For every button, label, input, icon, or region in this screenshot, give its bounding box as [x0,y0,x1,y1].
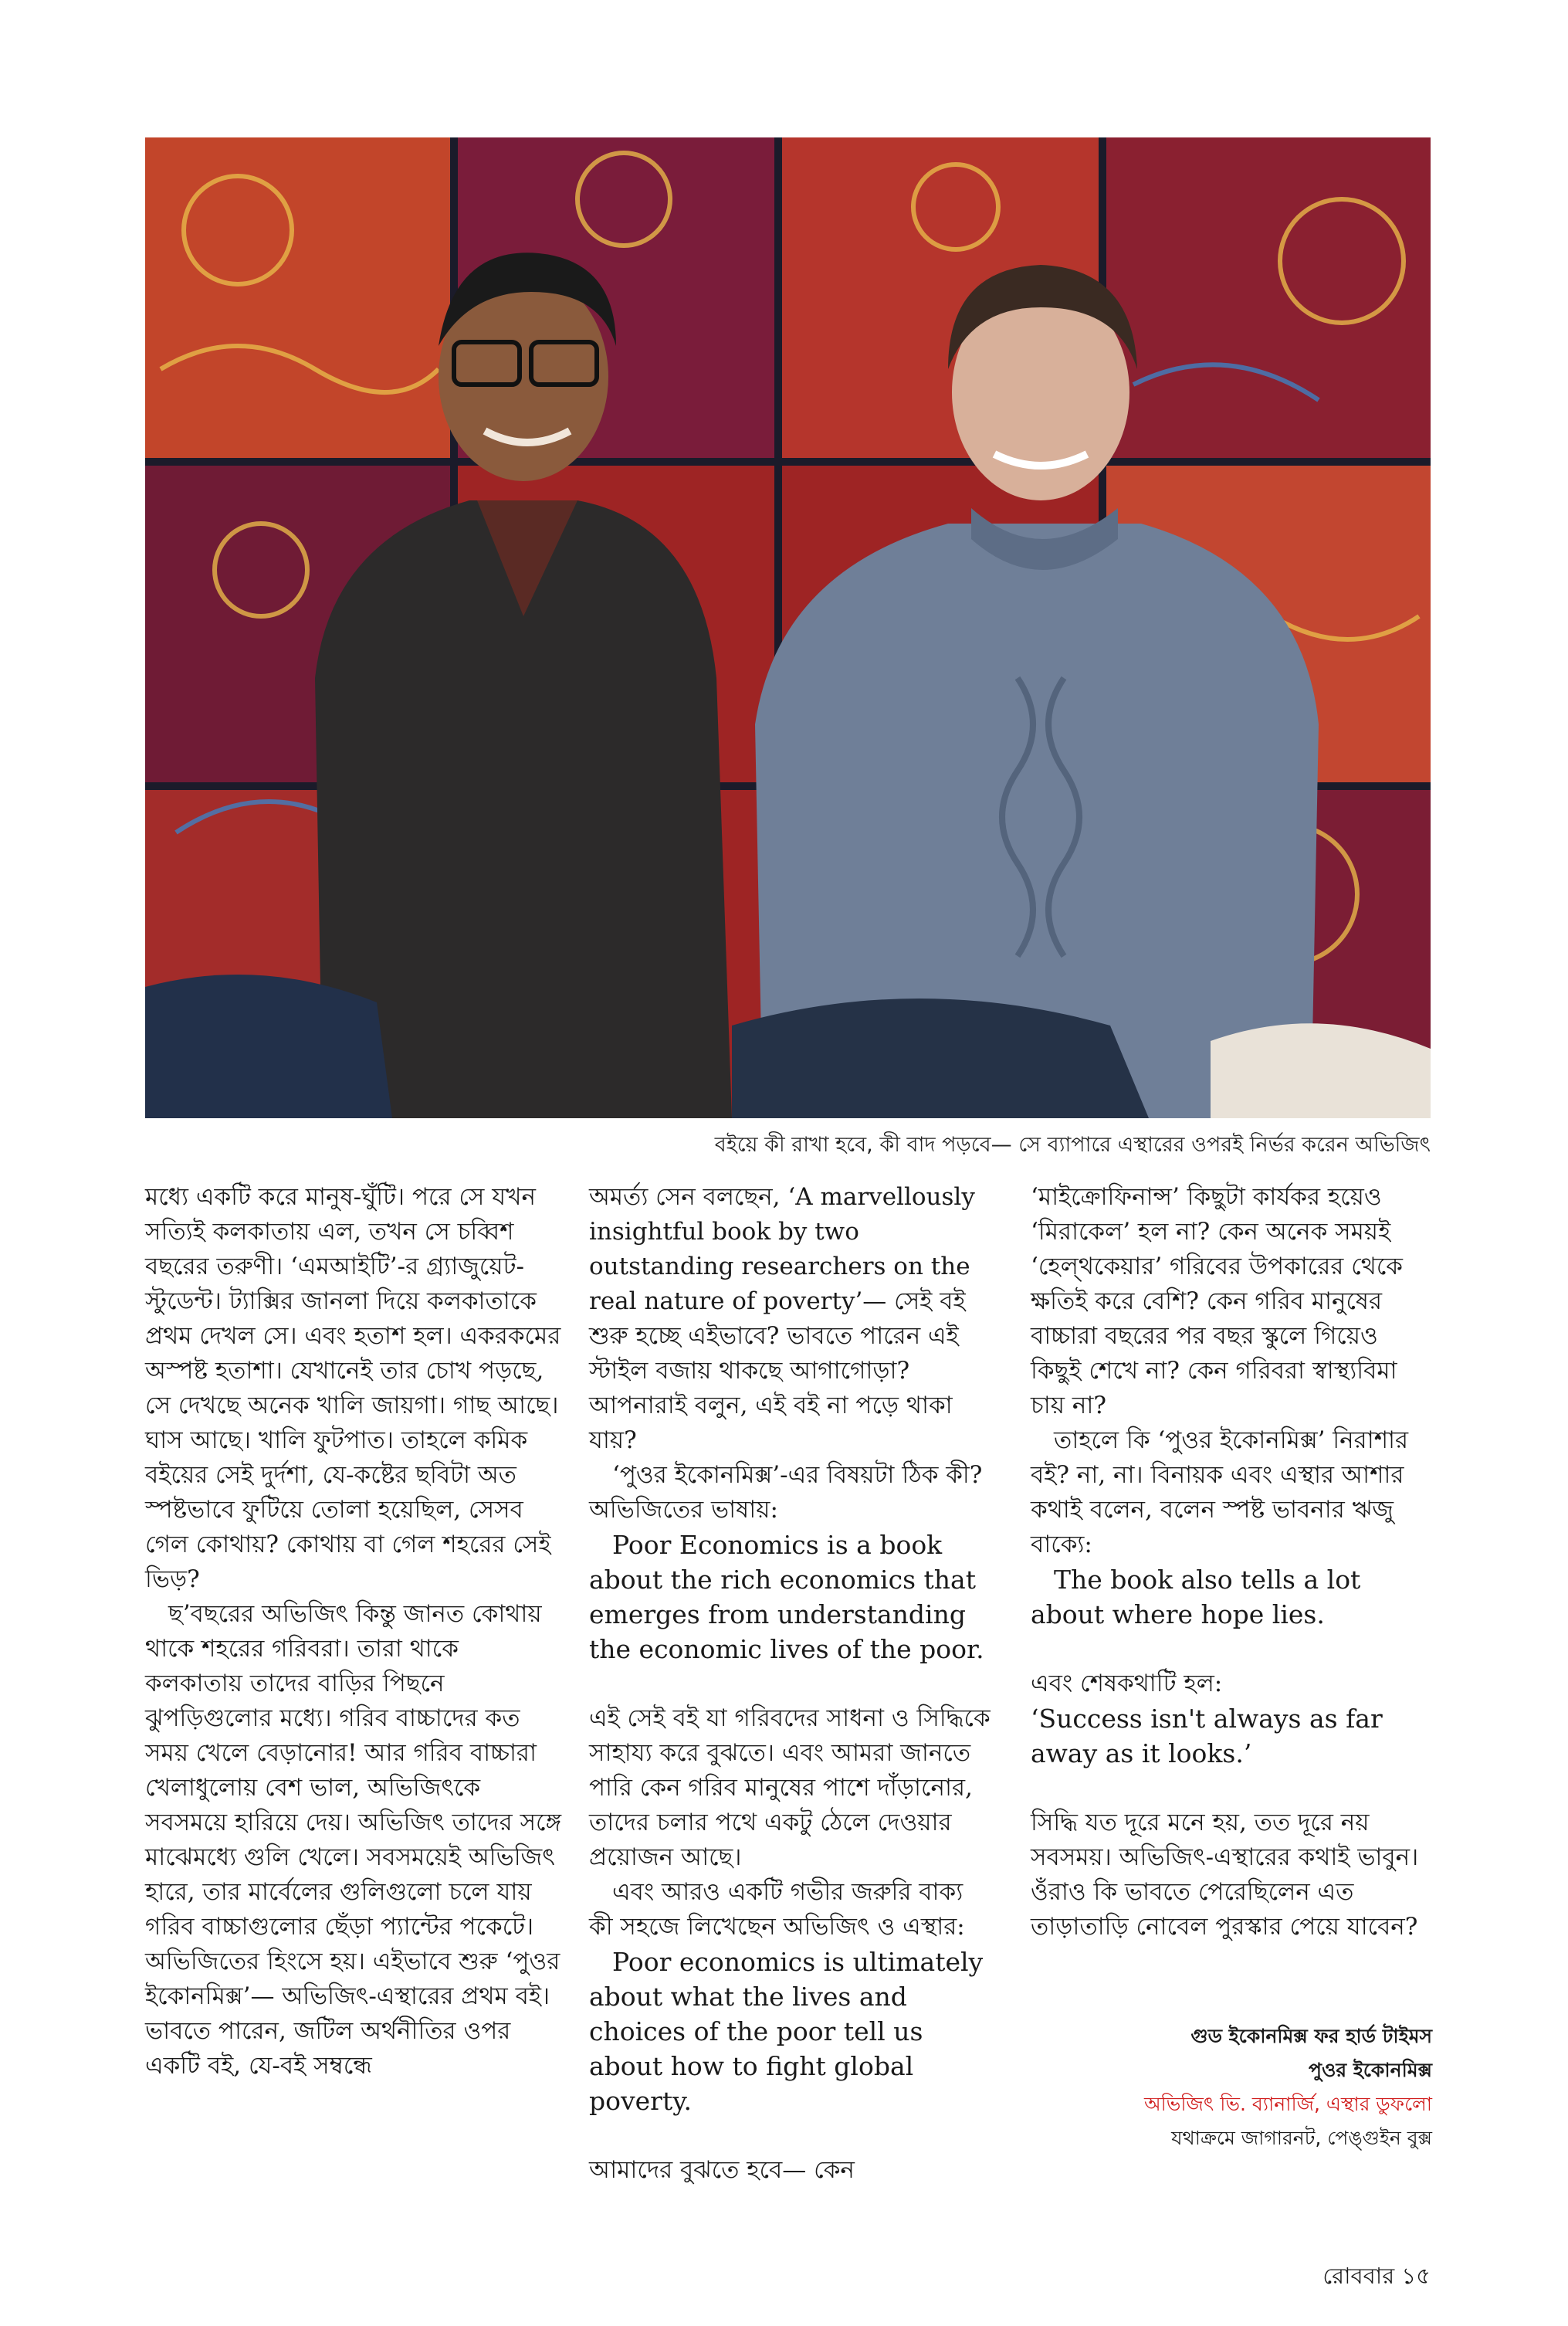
article-column-3 [1031,1180,1432,1945]
english-quote: Poor Economics is a book about the rich economics that emerges from understanding the economic lives of the poor. [589,1530,984,1664]
paragraph: মধ্যে একটি করে মানুষ-ঘুঁটি। পরে সে যখন সত্যিই কলকাতায় এল, তখন সে চব্বিশ বছরের তরুণী। ‘এমআইটি’-র গ্র্যাজুয়েট-স্টুডেন্ট। ট্যাক্সির জানলা দিয়ে কলকাতাকে প্রথম দেখল সে। এবং হতাশ হল। একরকমের অস্পষ্ট হতাশা। যেখানেই তার চোখ পড়ছে, সে দেখছে অনেক খালি জায়গা। গাছ আছে। ঘাস আছে। খালি ফুটপাত। তাহলে কমিক বইয়ের সেই দুর্দশা, যে-কষ্টের ছবিটা অত স্পষ্টভাবে ফুটিয়ে তোলা হয়েছিল, সেসব গেল কোথায়? কোথায় বা গেল শহরের সেই ভিড়? [145,1183,561,1593]
paragraph: এবং শেষকথাটি হল: [1031,1670,1223,1697]
article-column-2 [589,1180,991,2188]
book-publishers: যথাক্রমে জাগারনট, পেঙ্গুইন বুক্স [1171,2127,1432,2149]
paragraph: অমর্ত্য সেন বলছেন, ‘A marvellously insightful book by two outstanding researchers on the real nature of poverty’— সেই বই শুরু হচ্ছে এইভাবে? ভাবতে পারেন এই স্টাইল বজায় থাকছে আগাগোড়া? আপনারাই বলুন, এই বই না পড়ে থাকা যায়? [589,1183,975,1454]
book-authors: অভিজিৎ ভি. ব্যানার্জি, এস্থার ডুফলো [1143,2093,1432,2115]
english-quote: ‘Success isn't always as far away as it looks.’ [1031,1704,1383,1768]
page-folio: রোববার ১৫ [1322,2263,1431,2289]
paragraph: এই সেই বই যা গরিবদের সাধনা ও সিদ্ধিকে সাহায্য করে বুঝতে। এবং আমরা জানতে পারি কেন গরিব মানুষের পাশে দাঁড়ানোর, তাদের চলার পথে একটু ঠেলে দেওয়ার প্রয়োজন আছে। [589,1704,991,1871]
english-quote: The book also tells a lot about where hope lies. [1031,1565,1361,1629]
paragraph: ছ’বছরের অভিজিৎ কিন্তু জানত কোথায় থাকে শহরের গরিবরা। তারা থাকে কলকাতায় তাদের বাড়ির পিছনে ঝুপড়িগুলোর মধ্যে। গরিব বাচ্চাদের কত সময় খেলে বেড়ানোর! আর গরিব বাচ্চারা খেলাধুলোয় বেশ ভাল, অভিজিৎকে সবসময়ে হারিয়ে দেয়। অভিজিৎ তাদের সঙ্গে মাঝেমধ্যে গুলি খেলে। সবসময়েই অভিজিৎ হারে, তার মার্বেলের গুলিগুলো চলে যায় গরিব বাচ্চাগুলোর ছেঁড়া প্যান্টের পকেটে। অভিজিতের হিংসে হয়। এইভাবে শুরু ‘পুওর ইকোনমিক্স’— অভিজিৎ-এস্থারের প্রথম বই। ভাবতে পারেন, জটিল অর্থনীতির ওপর একটি বই, যে-বই সম্বন্ধে [145,1600,562,2080]
article-column-1 [145,1180,562,2084]
paragraph: তাহলে কি ‘পুওর ইকোনমিক্স’ নিরাশার বই? না, না। বিনায়ক এবং এস্থার আশার কথাই বলেন, বলেন স্পষ্ট ভাবনার ঋজু বাক্যে: [1031,1426,1409,1558]
paragraph: সিদ্ধি যত দূরে মনে হয়, তত দূরে নয় সবসময়। অভিজিৎ-এস্থারের কথাই ভাবুন। ওঁরাও কি ভাবতে পেরেছিলেন এত তাড়াতাড়ি নোবেল পুরস্কার পেয়ে যাবেন? [1031,1809,1419,1941]
book-title-1: গুড ইকোনমিক্স ফর হার্ড টাইমস [1190,2025,1432,2047]
paragraph: ‘মাইক্রোফিনান্স’ কিছুটা কার্যকর হয়েও ‘মিরাকেল’ হল না? কেন অনেক সময়ই ‘হেল্থকেয়ার’ গরিবের উপকারের থেকে ক্ষতিই করে বেশি? কেন গরিব মানুষের বাচ্চারা বছরের পর বছর স্কুলে গিয়েও কিছুই শেখে না? কেন গরিবরা স্বাস্থ্যবিমা চায় না? [1031,1183,1403,1419]
book-credits [1031,2019,1432,2155]
paragraph: আমাদের বুঝতে হবে— কেন [589,2156,855,2184]
paragraph: ‘পুওর ইকোনমিক্স’-এর বিষয়টা ঠিক কী? অভিজিতের ভাষায়: [589,1461,983,1524]
photo-illustration [145,137,1431,1118]
paragraph: এবং আরও একটি গভীর জরুরি বাক্য কী সহজে লিখেছেন অভিজিৎ ও এস্থার: [589,1878,965,1941]
english-quote: Poor economics is ultimately about what the lives and choices of the poor tell us about how to fight global poverty. [589,1947,984,2116]
photo-caption: বইয়ে কী রাখা হবে, কী বাদ পড়বে— সে ব্যাপারে এস্থারের ওপরই নির্ভর করেন অভিজিৎ [714,1133,1431,1157]
book-title-2: পুওর ইকোনমিক্স [1309,2059,1432,2081]
cover-photo [145,137,1431,1118]
